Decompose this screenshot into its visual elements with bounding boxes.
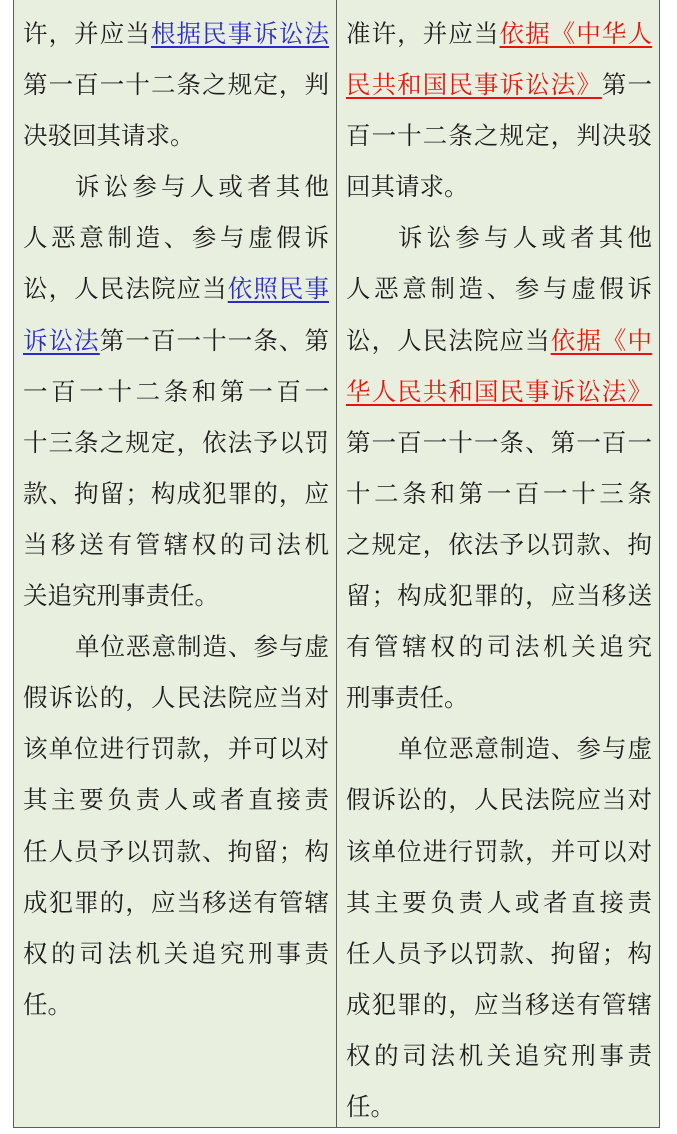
text-segment: 十二条和第一百一十三条: [346, 478, 652, 508]
text-segment: 权的司法机关追究刑事责: [346, 1040, 652, 1070]
text-line: [346, 1030, 652, 1081]
text-segment: 回其请求。: [346, 172, 469, 202]
law-reference-link[interactable]: 依照民事: [227, 274, 330, 304]
text-line: [23, 212, 329, 263]
text-segment: 许，并应当: [23, 19, 151, 48]
text-segment: 假诉讼的，人民法院应当对: [23, 683, 329, 713]
text-segment: 留；构成犯罪的，应当移送: [346, 581, 652, 611]
text-segment: 讼，人民法院应当: [23, 274, 228, 304]
text-line: [23, 672, 329, 723]
text-line: [346, 826, 652, 877]
text-line: [23, 110, 329, 161]
text-line: [346, 570, 652, 621]
text-segment: 一百一十二条和第一百一: [23, 376, 329, 406]
text-segment: 十三条之规定，依法予以罚: [23, 427, 329, 457]
text-segment: 权的司法机关追究刑事责: [23, 938, 329, 968]
text-segment: 假诉讼的，人民法院应当对: [346, 785, 652, 815]
text-segment: 刑事责任。: [346, 683, 469, 713]
revised-law-reference: 依据《中: [550, 325, 653, 355]
text-line: [346, 621, 652, 672]
text-line: [346, 315, 652, 366]
text-segment: 单位恶意制造、参与虚: [75, 632, 329, 662]
text-line: [23, 979, 329, 1030]
text-segment: 人恶意制造、参与虚假诉: [346, 274, 652, 304]
text-segment: 任人员予以罚款、拘留；构: [23, 836, 329, 866]
text-line: [346, 519, 652, 570]
revised-text-column: [346, 8, 652, 1132]
text-line: [346, 774, 652, 825]
text-line: [23, 468, 329, 519]
column-divider: [336, 0, 337, 1127]
text-segment: 第一百一十一条、第: [99, 325, 330, 355]
text-line: [23, 59, 329, 110]
original-text-column: [23, 8, 329, 1030]
text-segment: 第一: [601, 70, 653, 100]
text-line: [23, 161, 329, 212]
text-segment: 成犯罪的，应当移送有管辖: [23, 887, 329, 917]
text-segment: 人恶意制造、参与虚假诉: [23, 223, 329, 253]
revised-law-reference: 依据《中华人: [499, 19, 653, 48]
text-segment: 关追究刑事责任。: [23, 581, 219, 611]
text-line: [23, 723, 329, 774]
text-segment: 任。: [23, 989, 72, 1019]
text-line: [346, 59, 652, 110]
text-segment: 准许，并应当: [346, 19, 500, 48]
text-segment: 任人员予以罚款、拘留；构: [346, 938, 652, 968]
text-line: [23, 826, 329, 877]
text-line: [346, 161, 652, 212]
revised-law-reference: 民共和国民事诉讼法》: [346, 70, 602, 100]
text-line: [23, 366, 329, 417]
text-segment: 之规定，依法予以罚款、拘: [346, 529, 652, 559]
revised-law-reference: 华人民共和国民事诉讼法》: [346, 376, 652, 406]
text-segment: 其主要负责人或者直接责: [346, 887, 652, 917]
text-segment: 成犯罪的，应当移送有管辖: [346, 989, 652, 1019]
text-segment: 其主要负责人或者直接责: [23, 785, 329, 815]
comparison-table: [13, 0, 660, 1128]
text-line: [346, 366, 652, 417]
text-line: [23, 263, 329, 314]
text-line: [346, 468, 652, 519]
text-segment: 第一百一十二条之规定，判: [23, 70, 329, 100]
text-line: [346, 110, 652, 161]
text-segment: 有管辖权的司法机关追究: [346, 632, 652, 662]
text-segment: 百一十二条之规定，判决驳: [346, 121, 652, 151]
text-line: [346, 928, 652, 979]
text-segment: 该单位进行罚款，并可以对: [346, 836, 652, 866]
text-line: [23, 519, 329, 570]
text-line: [346, 1081, 652, 1132]
text-segment: 单位恶意制造、参与虚: [398, 734, 652, 764]
text-line: [23, 877, 329, 928]
text-line: [346, 723, 652, 774]
text-line: [23, 8, 329, 59]
law-reference-link[interactable]: 诉讼法: [23, 325, 100, 355]
text-line: [23, 315, 329, 366]
text-segment: 诉讼参与人或者其他: [75, 172, 329, 202]
text-line: [23, 928, 329, 979]
text-line: [346, 979, 652, 1030]
text-segment: 当移送有管辖权的司法机: [23, 529, 329, 559]
text-line: [23, 417, 329, 468]
text-segment: 第一百一十一条、第一百一: [346, 427, 652, 457]
text-line: [346, 417, 652, 468]
text-segment: 任。: [346, 1091, 395, 1121]
text-line: [23, 621, 329, 672]
text-segment: 讼，人民法院应当: [346, 325, 551, 355]
text-line: [346, 877, 652, 928]
text-line: [346, 212, 652, 263]
text-segment: 该单位进行罚款，并可以对: [23, 734, 329, 764]
text-line: [23, 774, 329, 825]
text-line: [346, 672, 652, 723]
text-segment: 款、拘留；构成犯罪的，应: [23, 478, 329, 508]
text-segment: 决驳回其请求。: [23, 121, 195, 151]
law-reference-link[interactable]: 根据民事诉讼法: [150, 19, 330, 48]
text-segment: 诉讼参与人或者其他: [398, 223, 652, 253]
text-line: [346, 263, 652, 314]
text-line: [346, 8, 652, 59]
text-line: [23, 570, 329, 621]
